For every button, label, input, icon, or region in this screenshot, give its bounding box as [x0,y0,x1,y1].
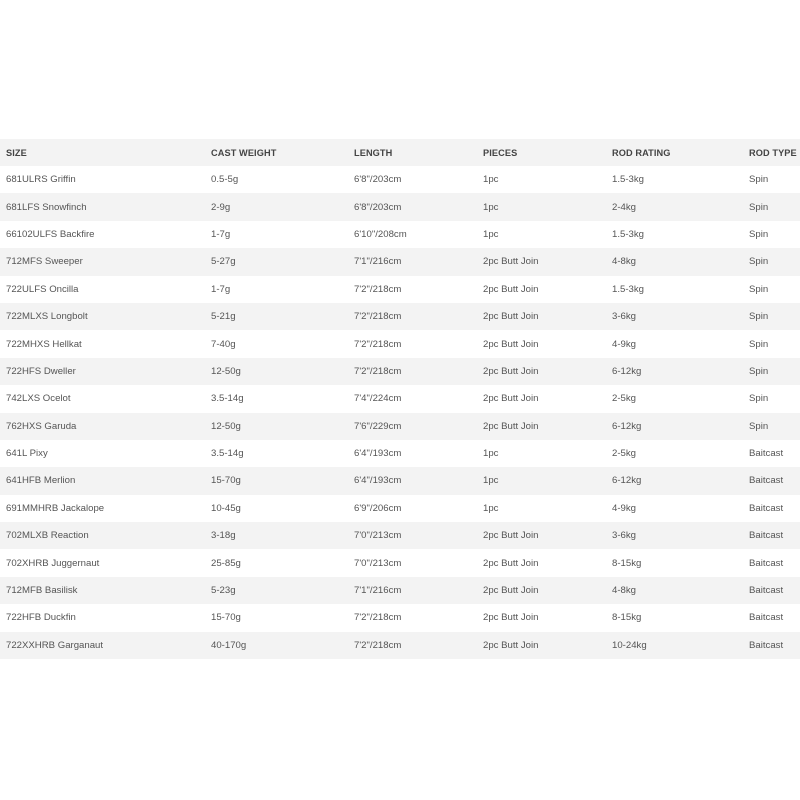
cell-rod-type: Spin [749,303,800,330]
cell-length: 7'2"/218cm [354,358,483,385]
table-row [0,276,800,303]
table-row [0,166,800,193]
cell-cast-weight: 15-70g [211,612,241,624]
cell-size: 681ULRS Griffin [6,174,76,186]
column-header-pieces: PIECES [483,139,612,166]
cell-rod-rating: 8-15kg [612,557,642,569]
cell-cast-weight: 1-7g [211,228,231,240]
cell-rod-rating: 2-5kg [612,393,636,405]
cell-rod-rating: 6-12kg [612,413,749,440]
cell-size: 742LXS Ocelot [6,393,71,405]
cell-length: 6'8"/203cm [354,174,402,186]
cell-size: 712MFB Basilisk [0,577,211,604]
cell-cast-weight: 25-85g [211,557,241,569]
cell-rod-type: Spin [749,248,800,275]
cell-cast-weight: 3-18g [211,522,354,549]
cell-length: 7'2"/218cm [354,338,402,350]
cell-pieces: 2pc Butt Join [483,522,612,549]
cell-pieces: 2pc Butt Join [483,557,539,569]
cell-rod-rating: 6-12kg [612,358,749,385]
table-row [0,413,800,440]
cell-rod-rating: 2-5kg [612,448,636,460]
cell-rod-type: Baitcast [749,612,784,624]
table-row [0,440,800,467]
cell-rod-rating: 4-8kg [612,248,749,275]
cell-rod-rating: 10-24kg [612,632,749,659]
cell-cast-weight: 5-23g [211,577,354,604]
cell-rod-type: Spin [749,283,769,295]
cell-rod-type: Baitcast [749,522,800,549]
cell-pieces: 2pc Butt Join [483,303,612,330]
cell-rod-type: Spin [749,193,800,220]
table-body [0,166,800,659]
cell-rod-type: Spin [749,393,769,405]
cell-cast-weight: 10-45g [211,502,241,514]
cell-rod-type: Baitcast [749,467,800,494]
cell-rod-rating: 1.5-3kg [612,283,644,295]
table-row [0,495,800,522]
cell-cast-weight: 2-9g [211,193,354,220]
cell-rod-type: Baitcast [749,632,800,659]
cell-cast-weight: 15-70g [211,467,354,494]
cell-rod-rating: 4-9kg [612,502,636,514]
cell-length: 6'4"/193cm [354,448,402,460]
cell-cast-weight: 0.5-5g [211,174,239,186]
cell-cast-weight: 3.5-14g [211,393,244,405]
cell-length: 7'6"/229cm [354,413,483,440]
cell-rod-type: Spin [749,228,769,240]
cell-size: 641HFB Merlion [0,467,211,494]
cell-length: 7'2"/218cm [354,303,483,330]
cell-length: 7'0"/213cm [354,557,402,569]
cell-size: 722HFB Duckfin [6,612,76,624]
cell-rod-type: Spin [749,358,800,385]
column-header-rod-rating: ROD RATING [612,139,749,166]
cell-rod-rating: 2-4kg [612,193,749,220]
column-header-cast-weight: CAST WEIGHT [211,139,354,166]
cell-length: 7'4"/224cm [354,393,402,405]
cell-rod-rating: 8-15kg [612,612,642,624]
column-header-length: LENGTH [354,139,483,166]
cell-length: 6'4"/193cm [354,467,483,494]
cell-rod-rating: 1.5-3kg [612,228,644,240]
cell-length: 6'10"/208cm [354,228,407,240]
cell-size: 702MLXB Reaction [0,522,211,549]
cell-rod-type: Spin [749,338,769,350]
column-header-size: SIZE [0,139,211,166]
table-header-row [0,139,800,166]
table-row [0,522,800,549]
cell-rod-rating: 3-6kg [612,522,749,549]
cell-size: 722MHXS Hellkat [6,338,82,350]
table-row [0,330,800,357]
cell-rod-type: Baitcast [749,577,800,604]
cell-pieces: 2pc Butt Join [483,358,612,385]
cell-size: 762HXS Garuda [0,413,211,440]
cell-rod-rating: 6-12kg [612,467,749,494]
cell-pieces: 2pc Butt Join [483,248,612,275]
cell-pieces: 1pc [483,467,612,494]
cell-size: 681LFS Snowfinch [0,193,211,220]
table-row [0,385,800,412]
cell-rod-type: Spin [749,413,800,440]
cell-size: 66102ULFS Backfire [6,228,95,240]
cell-cast-weight: 40-170g [211,632,354,659]
table-row [0,221,800,248]
cell-pieces: 2pc Butt Join [483,577,612,604]
cell-pieces: 2pc Butt Join [483,338,539,350]
cell-cast-weight: 7-40g [211,338,236,350]
cell-length: 6'9"/206cm [354,502,402,514]
cell-size: 702XHRB Juggernaut [6,557,100,569]
cell-size: 722HFS Dweller [0,358,211,385]
cell-size: 722MLXS Longbolt [0,303,211,330]
cell-length: 7'1"/216cm [354,577,483,604]
cell-cast-weight: 12-50g [211,413,354,440]
cell-pieces: 1pc [483,193,612,220]
cell-rod-type: Baitcast [749,448,784,460]
cell-pieces: 1pc [483,228,499,240]
cell-length: 7'0"/213cm [354,522,483,549]
cell-size: 641L Pixy [6,448,48,460]
cell-rod-rating: 1.5-3kg [612,174,644,186]
cell-size: 722ULFS Oncilla [6,283,79,295]
cell-cast-weight: 5-21g [211,303,354,330]
cell-cast-weight: 1-7g [211,283,231,295]
table-row [0,248,800,275]
cell-rod-rating: 4-9kg [612,338,636,350]
cell-rod-type: Baitcast [749,557,784,569]
table-row [0,467,800,494]
table-row [0,549,800,576]
cell-length: 7'2"/218cm [354,283,402,295]
cell-cast-weight: 3.5-14g [211,448,244,460]
cell-pieces: 2pc Butt Join [483,413,612,440]
cell-length: 7'1"/216cm [354,248,483,275]
cell-cast-weight: 5-27g [211,248,354,275]
cell-length: 7'2"/218cm [354,612,402,624]
table-row [0,193,800,220]
cell-pieces: 2pc Butt Join [483,612,539,624]
rod-spec-table [0,139,800,659]
cell-size: 691MMHRB Jackalope [6,502,105,514]
cell-pieces: 1pc [483,174,499,186]
cell-pieces: 2pc Butt Join [483,393,539,405]
cell-rod-rating: 4-8kg [612,577,749,604]
cell-pieces: 1pc [483,502,499,514]
cell-length: 7'2"/218cm [354,632,483,659]
cell-cast-weight: 12-50g [211,358,354,385]
column-header-rod-type: ROD TYPE [749,139,800,166]
table-row [0,604,800,631]
cell-rod-rating: 3-6kg [612,303,749,330]
cell-length: 6'8"/203cm [354,193,483,220]
cell-pieces: 2pc Butt Join [483,283,539,295]
cell-rod-type: Spin [749,174,769,186]
cell-pieces: 2pc Butt Join [483,632,612,659]
cell-size: 722XXHRB Garganaut [0,632,211,659]
table-row [0,632,800,659]
table-row [0,577,800,604]
table-row [0,303,800,330]
cell-size: 712MFS Sweeper [0,248,211,275]
cell-rod-type: Baitcast [749,502,784,514]
cell-pieces: 1pc [483,448,499,460]
table-row [0,358,800,385]
